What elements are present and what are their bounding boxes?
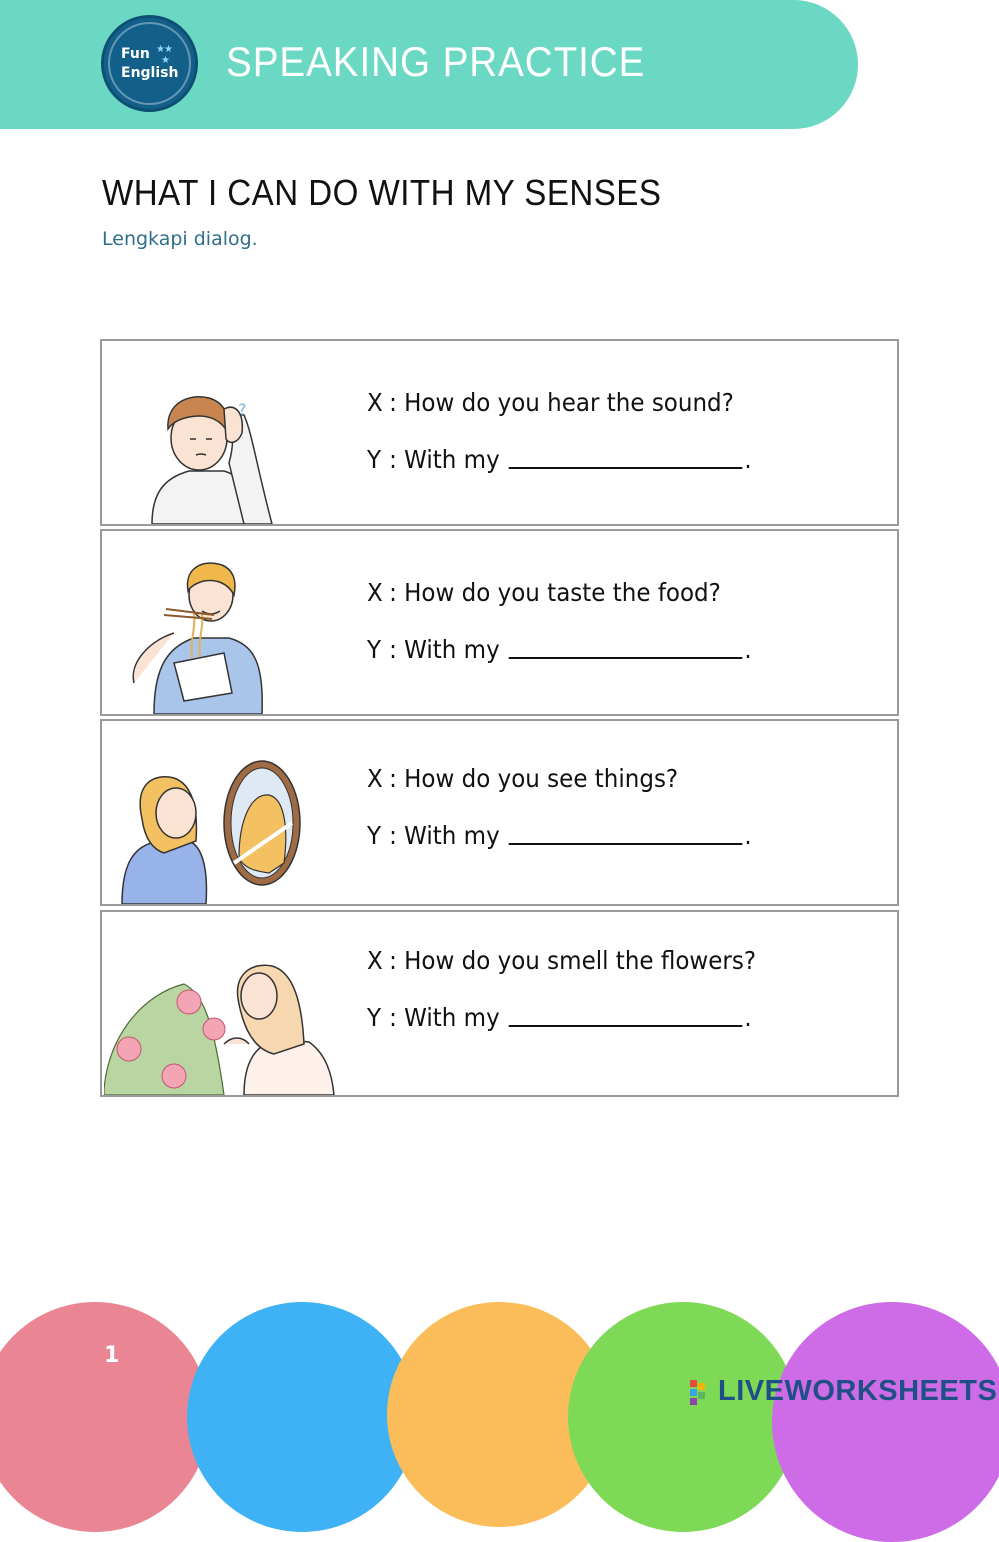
dialog-row — [100, 529, 899, 716]
speaker-x-label: X — [367, 946, 383, 975]
footer-bubble-blue — [187, 1302, 417, 1532]
dialog-row — [100, 719, 899, 906]
speaker-x-label: X — [367, 764, 383, 793]
answer-line: Y : With my . — [367, 635, 752, 664]
answer-blank-smell[interactable] — [509, 1003, 743, 1027]
speaker-x-label: X — [367, 388, 383, 417]
speaker-x-label: X — [367, 578, 383, 607]
page-title: WHAT I CAN DO WITH MY SENSES — [102, 172, 662, 213]
banner-title: SPEAKING PRACTICE — [226, 38, 646, 85]
answer-blank-hear[interactable] — [509, 445, 743, 469]
question-line — [367, 764, 678, 793]
answer-line: Y : With my . — [367, 821, 752, 850]
boy-cupping-ear-icon — [104, 343, 344, 524]
answer-line: Y : With my . — [367, 1003, 752, 1032]
page-number: 1 — [104, 1343, 120, 1368]
girl-smelling-flowers-icon — [104, 914, 344, 1095]
question-text: : How do you see things? — [389, 764, 679, 793]
speaker-y-label: Y — [367, 1003, 382, 1032]
question-text: : How do you hear the sound? — [389, 388, 734, 417]
answer-blank-taste[interactable] — [509, 635, 743, 659]
answer-blank-see[interactable] — [509, 821, 743, 845]
footer-bubble-green — [568, 1302, 798, 1532]
liveworksheets-logo-icon — [690, 1380, 714, 1406]
dialog-row — [100, 910, 899, 1097]
svg-text:?: ? — [238, 400, 247, 419]
footer-bubble-pink — [0, 1302, 210, 1532]
stars-icon: ★★ ★ — [156, 44, 172, 66]
speaker-y-label: Y — [367, 821, 382, 850]
liveworksheets-brand[interactable]: LIVEWORKSHEETS — [718, 1375, 998, 1407]
logo-line-2: English — [121, 65, 179, 81]
speaker-y-label: Y — [367, 445, 382, 474]
header-banner — [0, 0, 858, 129]
question-line — [367, 388, 734, 417]
question-text: : How do you smell the flowers? — [389, 946, 757, 975]
fun-english-logo — [101, 15, 198, 112]
dialog-row — [100, 339, 899, 526]
instruction-text: Lengkapi dialog. — [102, 228, 258, 250]
speaker-y-label: Y — [367, 635, 382, 664]
answer-line: Y : With my . — [367, 445, 752, 474]
footer-bubble-purple — [772, 1302, 999, 1542]
logo-line-1: Fun — [121, 46, 150, 62]
girl-looking-in-mirror-icon — [104, 723, 344, 904]
answer-prefix: : With my — [389, 1003, 500, 1032]
question-line — [367, 578, 721, 607]
answer-prefix: : With my — [389, 821, 500, 850]
answer-prefix: : With my — [389, 635, 500, 664]
question-line — [367, 946, 756, 975]
man-eating-noodles-icon — [104, 533, 344, 714]
question-text: : How do you taste the food? — [389, 578, 721, 607]
answer-prefix: : With my — [389, 445, 500, 474]
